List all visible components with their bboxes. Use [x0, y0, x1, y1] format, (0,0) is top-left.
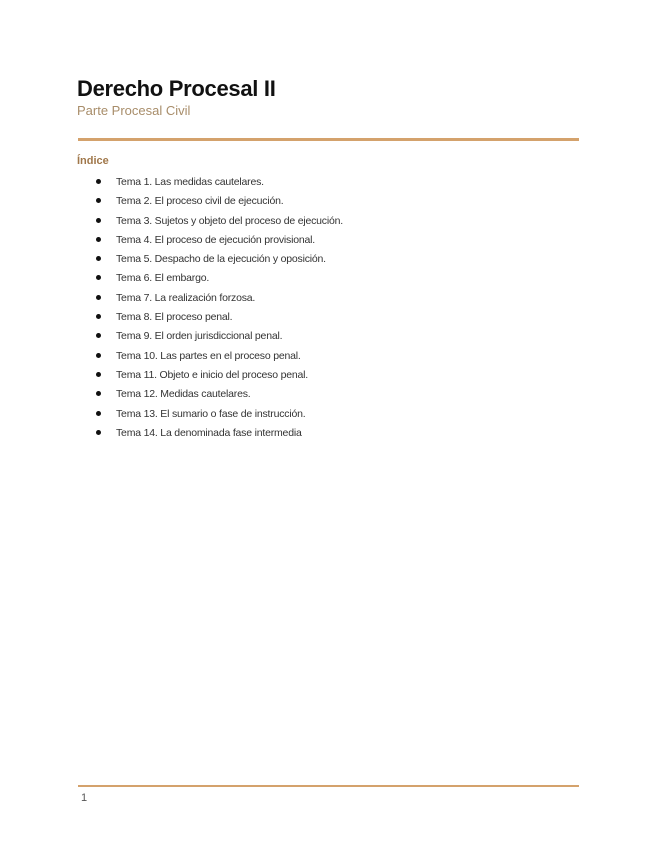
index-heading: Índice [77, 155, 109, 167]
footer-divider [78, 785, 579, 787]
list-item-text: Tema 13. El sumario o fase de instrucción. [116, 407, 306, 420]
list-item-text: Tema 6. El embargo. [116, 272, 210, 285]
header-divider [78, 138, 579, 141]
bullet-icon [96, 430, 101, 435]
bullet-icon [96, 295, 101, 300]
document-subtitle: Parte Procesal Civil [77, 103, 191, 118]
bullet-icon [96, 411, 101, 416]
list-item-text: Tema 4. El proceso de ejecución provisional. [116, 233, 315, 246]
bullet-icon [96, 314, 101, 319]
document-title: Derecho Procesal II [77, 76, 276, 101]
list-item-text: Tema 3. Sujetos y objeto del proceso de ejecución. [116, 214, 343, 227]
list-item-text: Tema 10. Las partes en el proceso penal. [116, 349, 301, 362]
bullet-icon [96, 333, 101, 338]
bullet-icon [96, 353, 101, 358]
list-item-text: Tema 14. La denominada fase intermedia [116, 426, 302, 439]
bullet-icon [96, 372, 101, 377]
bullet-icon [96, 218, 101, 223]
bullet-icon [96, 179, 101, 184]
list-item-text: Tema 9. El orden jurisdiccional penal. [116, 330, 283, 343]
list-item-text: Tema 8. El proceso penal. [116, 311, 233, 324]
list-item-text: Tema 5. Despacho de la ejecución y oposición. [116, 253, 326, 266]
bullet-icon [96, 391, 101, 396]
list-item-text: Tema 7. La realización forzosa. [116, 291, 256, 304]
list-item-text: Tema 1. Las medidas cautelares. [116, 176, 264, 188]
list-item-text: Tema 11. Objeto e inicio del proceso penal. [116, 368, 308, 381]
list-item-text: Tema 12. Medidas cautelares. [116, 388, 251, 401]
bullet-icon [96, 237, 101, 242]
list-item-text: Tema 2. El proceso civil de ejecución. [116, 195, 284, 208]
bullet-icon [96, 275, 101, 280]
page-number: 1 [81, 792, 88, 804]
bullet-icon [96, 256, 101, 261]
bullet-icon [96, 198, 101, 203]
